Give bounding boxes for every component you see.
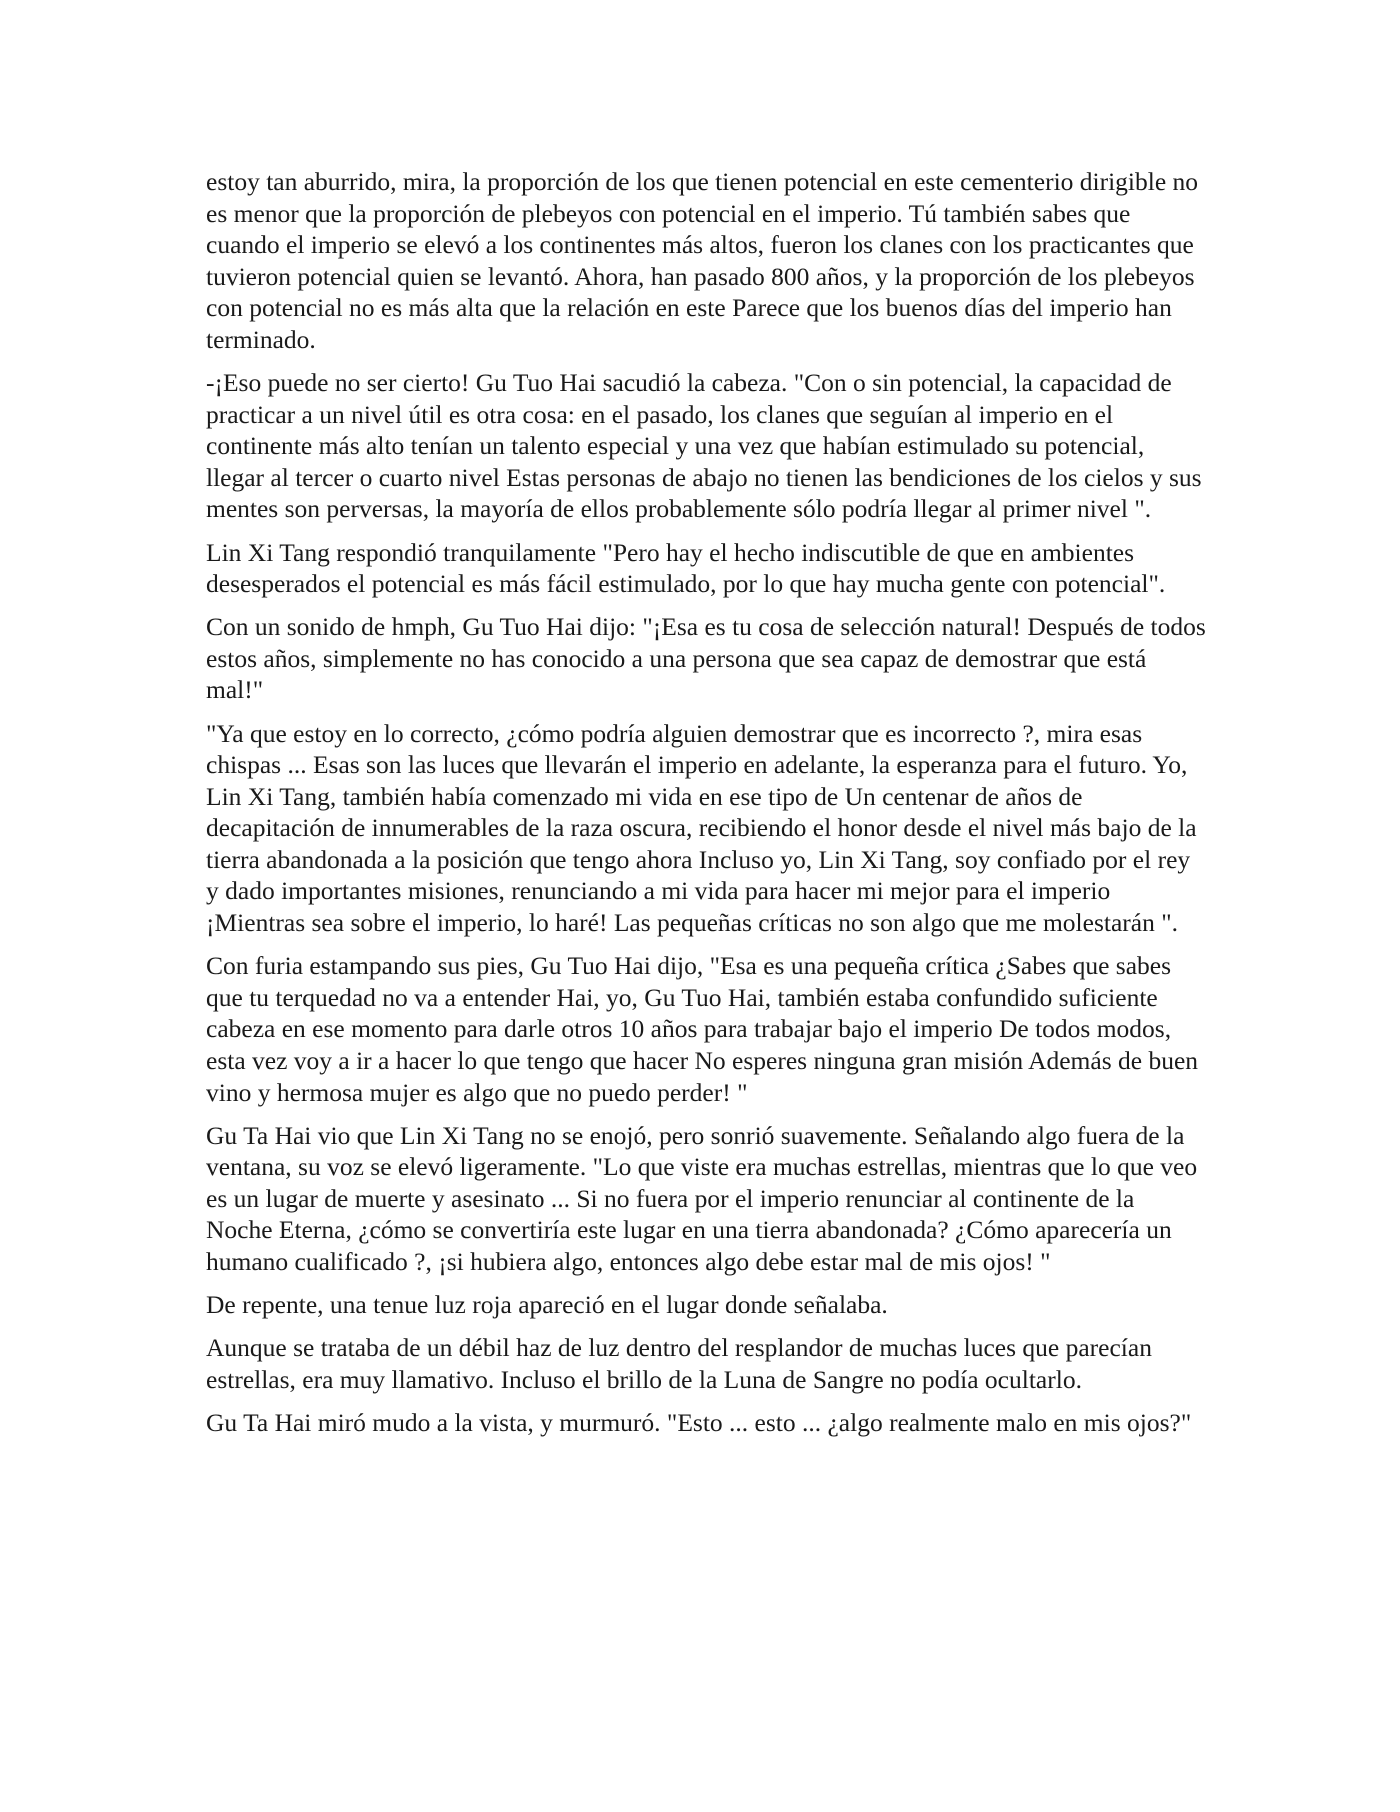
paragraph-9: Aunque se trataba de un débil haz de luz dentro del resplandor de muchas luces que parecían estrellas, era muy llamativo. Incluso el brillo de la Luna de Sangre no podía ocultarlo. xyxy=(206,1333,1152,1394)
paragraph-8: De repente, una tenue luz roja apareció en el lugar donde señalaba. xyxy=(206,1290,888,1320)
body-text xyxy=(206,166,1206,1450)
paragraph-6: Con furia estampando sus pies, Gu Tuo Hai dijo, "Esa es una pequeña crítica ¿Sabes que sabes que tu terquedad no va a entender Hai, yo, Gu Tuo Hai, también estaba confundido suficiente cabeza en ese momento para darle otros 10 años para trabajar bajo el imperio De todos modos, esta vez voy a ir a hacer lo que tengo que hacer No esperes ninguna gran misión Además de buen vino y hermosa mujer es algo que no puedo perder! " xyxy=(206,951,1199,1107)
paragraph-2: -¡Eso puede no ser cierto! Gu Tuo Hai sacudió la cabeza. "Con o sin potencial, la capacidad de practicar a un nivel útil es otra cosa: en el pasado, los clanes que seguían al imperio en el continente más alto tenían un talento especial y una vez que habían estimulado su potencial, llegar al tercer o cuarto nivel Estas personas de abajo no tienen las bendiciones de los cielos y sus mentes son perversas, la mayoría de ellos probablemente sólo podría llegar al primer nivel ". xyxy=(206,368,1202,524)
paragraph-10: Gu Ta Hai miró mudo a la vista, y murmuró. "Esto ... esto ... ¿algo realmente malo en mis ojos?" xyxy=(206,1407,1192,1437)
paragraph-5: "Ya que estoy en lo correcto, ¿cómo podría alguien demostrar que es incorrecto ?, mira esas chispas ... Esas son las luces que llevarán el imperio en adelante, la esperanza para el futuro. Yo, Lin Xi Tang, también había comenzado mi vida en ese tipo de Un centenar de años de decapitación de innumerables de la raza oscura, recibiendo el honor desde el nivel más bajo de la tierra abandonada a la posición que tengo ahora Incluso yo, Lin Xi Tang, soy confiado por el rey y dado importantes misiones, renunciando a mi vida para hacer mi mejor para el imperio ¡Mientras sea sobre el imperio, lo haré! Las pequeñas críticas no son algo que me molestarán ". xyxy=(206,718,1197,938)
paragraph-7: Gu Ta Hai vio que Lin Xi Tang no se enojó, pero sonrió suavemente. Señalando algo fuera de la ventana, su voz se elevó ligeramente. "Lo que viste era muchas estrellas, mientras que lo que veo es un lugar de muerte y asesinato ... Si no fuera por el imperio renunciar al continente de la Noche Eterna, ¿cómo se convertiría este lugar en una tierra abandonada? ¿Cómo aparecería un humano cualificado ?, ¡si hubiera algo, entonces algo debe estar mal de mis ojos! " xyxy=(206,1120,1198,1276)
paragraph-3: Lin Xi Tang respondió tranquilamente "Pero hay el hecho indiscutible de que en ambientes desesperados el potencial es más fácil estimulado, por lo que hay mucha gente con potencial". xyxy=(206,537,1166,599)
paragraph-4: Con un sonido de hmph, Gu Tuo Hai dijo: "¡Esa es tu cosa de selección natural! Después de todos estos años, simplemente no has conocido a una persona que sea capaz de demostrar que está mal!" xyxy=(206,612,1206,705)
paragraph-1: estoy tan aburrido, mira, la proporción de los que tienen potencial en este cementerio dirigible no es menor que la proporción de plebeyos con potencial en el imperio. Tú también sabes que cuando el imperio se elevó a los continentes más altos, fueron los clanes con los practicantes que tuvieron potencial quien se levantó. Ahora, han pasado 800 años, y la proporción de los plebeyos con potencial no es más alta que la relación en este Parece que los buenos días del imperio han terminado. xyxy=(206,167,1199,354)
